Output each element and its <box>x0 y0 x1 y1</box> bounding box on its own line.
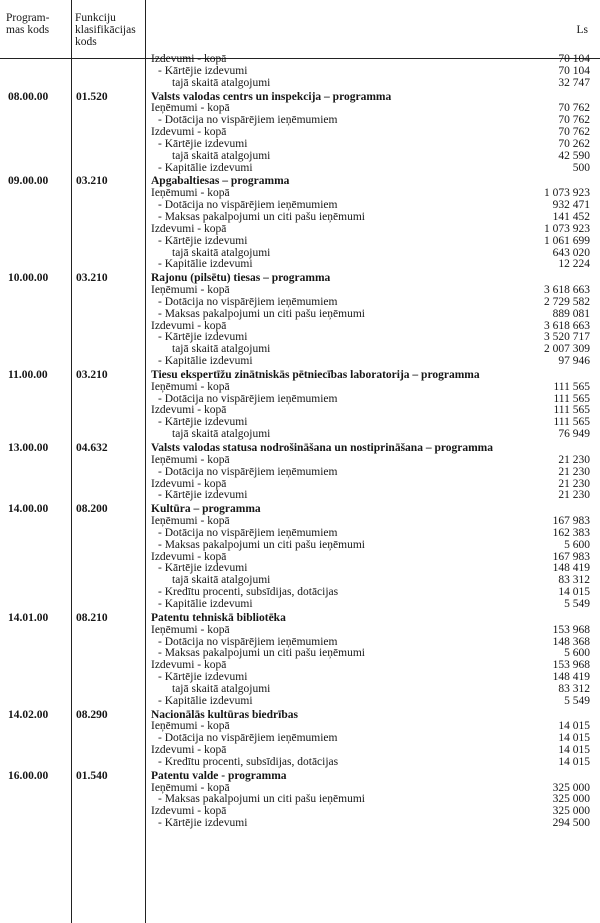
line-item-label: tajā skaitā atalgojumi <box>172 428 271 441</box>
table-row <box>0 467 600 479</box>
line-item-label: - Kārtējie izdevumi <box>158 331 248 344</box>
program-title: Apgabaltiesas – programma <box>151 175 290 188</box>
table-row <box>0 382 600 394</box>
table-row <box>0 490 600 502</box>
table-row <box>0 151 600 163</box>
amount-value: 1 061 699 <box>544 234 590 247</box>
table-row <box>0 794 600 806</box>
line-item-label: - Kārtējie izdevumi <box>158 671 248 684</box>
table-row <box>0 163 600 175</box>
amount-value: 83 312 <box>558 682 590 695</box>
table-row <box>0 332 600 344</box>
table-row <box>0 248 600 260</box>
table-row <box>0 115 600 127</box>
line-item-label: Ieņēmumi - kopā <box>151 781 230 794</box>
function-code: 01.540 <box>76 769 108 782</box>
table-row <box>0 552 600 564</box>
program-code: 13.00.00 <box>8 442 49 454</box>
program-code: 16.00.00 <box>8 769 49 782</box>
table-row <box>0 78 600 90</box>
line-item-label: - Kapitālie izdevumi <box>158 258 253 271</box>
table-row <box>0 733 600 745</box>
line-item-label: Izdevumi - kopā <box>151 659 227 672</box>
line-item-label: Izdevumi - kopā <box>151 550 227 563</box>
program-code: 14.01.00 <box>8 611 49 624</box>
amount-value: 70 762 <box>558 102 590 115</box>
amount-value: 325 000 <box>552 781 590 794</box>
line-item-label: - Kārtējie izdevumi <box>158 416 248 429</box>
line-item-label: Ieņēmumi - kopā <box>151 380 230 393</box>
line-item-label: tajā skaitā atalgojumi <box>172 343 271 356</box>
line-item-label: tajā skaitā atalgojumi <box>172 682 271 695</box>
amount-value: 3 618 663 <box>544 284 590 297</box>
table-row <box>0 54 600 66</box>
budget-table-body <box>0 54 600 830</box>
line-item-label: tajā skaitā atalgojumi <box>172 574 271 587</box>
amount-value: 3 520 717 <box>544 331 590 344</box>
header-function-code: Funkciju klasifikācijas kods <box>75 12 136 48</box>
amount-value: 294 500 <box>552 817 590 830</box>
table-row <box>0 259 600 271</box>
amount-value: 111 565 <box>553 380 590 393</box>
line-item-label: Izdevumi - kopā <box>151 404 227 417</box>
function-code: 08.210 <box>76 611 108 624</box>
amount-value: 500 <box>572 161 590 174</box>
line-item-label: - Dotācija no vispārējiem ieņēmumiem <box>158 199 338 212</box>
amount-value: 111 565 <box>553 392 590 405</box>
table-row <box>0 757 600 769</box>
function-code: 03.210 <box>76 368 108 381</box>
amount-value: 21 230 <box>558 477 590 490</box>
line-item-label: Izdevumi - kopā <box>151 53 227 65</box>
line-item-label: - Kārtējie izdevumi <box>158 137 248 150</box>
function-code: 08.200 <box>76 503 108 516</box>
header-program-code: Program- mas kods <box>6 12 50 36</box>
amount-value: 2 729 582 <box>544 295 590 308</box>
line-item-label: Izdevumi - kopā <box>151 477 227 490</box>
program-title: Patentu tehniskā bibliotēka <box>151 611 286 624</box>
line-item-label: - Dotācija no vispārējiem ieņēmumiem <box>158 635 338 648</box>
table-row <box>0 127 600 139</box>
table-row <box>0 587 600 599</box>
amount-value: 70 104 <box>558 53 590 65</box>
line-item-label: Ieņēmumi - kopā <box>151 720 230 733</box>
line-item-label: - Dotācija no vispārējiem ieņēmumiem <box>158 465 338 478</box>
amount-value: 21 230 <box>558 465 590 478</box>
program-title: Rajonu (pilsētu) tiesas – programma <box>151 272 331 285</box>
table-row <box>0 236 600 248</box>
table-row <box>0 696 600 708</box>
program-code: 09.00.00 <box>8 175 49 188</box>
amount-value: 14 015 <box>558 720 590 733</box>
program-title: Valsts valodas centrs un inspekcija – programma <box>151 90 392 103</box>
table-row <box>0 429 600 441</box>
line-item-label: Izdevumi - kopā <box>151 319 227 332</box>
amount-value: 325 000 <box>552 805 590 818</box>
program-title: Patentu valde - programma <box>151 769 287 782</box>
line-item-label: - Kapitālie izdevumi <box>158 355 253 368</box>
amount-value: 2 007 309 <box>544 343 590 356</box>
amount-value: 167 983 <box>552 550 590 563</box>
amount-value: 889 081 <box>552 307 590 320</box>
program-code: 11.00.00 <box>8 368 48 381</box>
program-code: 10.00.00 <box>8 272 49 285</box>
amount-value: 14 015 <box>558 744 590 757</box>
line-item-label: - Dotācija no vispārējiem ieņēmumiem <box>158 295 338 308</box>
line-item-label: Ieņēmumi - kopā <box>151 515 230 528</box>
line-item-label: - Maksas pakalpojumi un citi pašu ieņēmumi <box>158 793 365 806</box>
program-code: 08.00.00 <box>8 90 49 103</box>
program-heading-row <box>0 710 600 722</box>
amount-value: 153 968 <box>552 659 590 672</box>
function-code: 04.632 <box>76 442 108 454</box>
line-item-label: - Dotācija no vispārējiem ieņēmumiem <box>158 732 338 745</box>
amount-value: 153 968 <box>552 623 590 636</box>
line-item-label: Izdevumi - kopā <box>151 126 227 139</box>
program-heading-row <box>0 443 600 455</box>
program-title: Nacionālās kultūras biedrības <box>151 708 298 721</box>
line-item-label: Ieņēmumi - kopā <box>151 453 230 466</box>
line-item-label: Ieņēmumi - kopā <box>151 187 230 200</box>
line-item-label: - Kredītu procenti, subsīdijas, dotācijas <box>158 755 339 768</box>
amount-value: 5 549 <box>564 694 590 707</box>
table-row <box>0 528 600 540</box>
amount-value: 5 549 <box>564 597 590 610</box>
amount-value: 111 565 <box>553 416 590 429</box>
line-item-label: - Kārtējie izdevumi <box>158 489 248 502</box>
line-item-label: - Maksas pakalpojumi un citi pašu ieņēmumi <box>158 307 365 320</box>
function-code: 03.210 <box>76 272 108 285</box>
amount-value: 111 565 <box>553 404 590 417</box>
program-code: 14.00.00 <box>8 503 49 516</box>
program-title: Valsts valodas statusa nodrošināšana un nostiprināšana – programma <box>151 442 494 454</box>
line-item-label: - Dotācija no vispārējiem ieņēmumiem <box>158 526 338 539</box>
amount-value: 14 015 <box>558 586 590 599</box>
amount-value: 5 600 <box>564 538 590 551</box>
table-row <box>0 139 600 151</box>
program-heading-row <box>0 273 600 285</box>
line-item-label: tajā skaitā atalgojumi <box>172 76 271 89</box>
line-item-label: - Kārtējie izdevumi <box>158 562 248 575</box>
table-row <box>0 806 600 818</box>
line-item-label: Ieņēmumi - kopā <box>151 623 230 636</box>
table-row <box>0 625 600 637</box>
amount-value: 14 015 <box>558 732 590 745</box>
table-row <box>0 818 600 830</box>
line-item-label: - Kapitālie izdevumi <box>158 161 253 174</box>
header-currency: Ls <box>576 24 588 36</box>
amount-value: 1 073 923 <box>544 222 590 235</box>
amount-value: 70 762 <box>558 126 590 139</box>
line-item-label: - Kapitālie izdevumi <box>158 694 253 707</box>
amount-value: 14 015 <box>558 755 590 768</box>
amount-value: 1 073 923 <box>544 187 590 200</box>
program-heading-row <box>0 613 600 625</box>
amount-value: 42 590 <box>558 149 590 162</box>
line-item-label: - Dotācija no vispārējiem ieņēmumiem <box>158 114 338 127</box>
table-row <box>0 309 600 321</box>
amount-value: 5 600 <box>564 647 590 660</box>
line-item-label: - Kapitālie izdevumi <box>158 597 253 610</box>
line-item-label: Ieņēmumi - kopā <box>151 102 230 115</box>
table-row <box>0 321 600 333</box>
program-title: Tiesu ekspertīžu zinātniskās pētniecības laboratorija – programma <box>151 368 480 381</box>
amount-value: 70 262 <box>558 137 590 150</box>
amount-value: 325 000 <box>552 793 590 806</box>
table-row <box>0 66 600 78</box>
table-row <box>0 455 600 467</box>
table-row <box>0 672 600 684</box>
table-row <box>0 660 600 672</box>
table-row <box>0 563 600 575</box>
table-header <box>0 0 600 59</box>
line-item-label: - Kredītu procenti, subsīdijas, dotācijas <box>158 586 339 599</box>
amount-value: 76 949 <box>558 428 590 441</box>
line-item-label: Izdevumi - kopā <box>151 222 227 235</box>
function-code: 08.290 <box>76 708 108 721</box>
amount-value: 21 230 <box>558 489 590 502</box>
amount-value: 148 368 <box>552 635 590 648</box>
line-item-label: - Kārtējie izdevumi <box>158 817 248 830</box>
function-code: 03.210 <box>76 175 108 188</box>
amount-value: 148 419 <box>552 562 590 575</box>
line-item-label: - Dotācija no vispārējiem ieņēmumiem <box>158 392 338 405</box>
amount-value: 12 224 <box>558 258 590 271</box>
amount-value: 3 618 663 <box>544 319 590 332</box>
table-row <box>0 648 600 660</box>
amount-value: 643 020 <box>552 246 590 259</box>
amount-value: 932 471 <box>552 199 590 212</box>
line-item-label: - Maksas pakalpojumi un citi pašu ieņēmumi <box>158 647 365 660</box>
amount-value: 83 312 <box>558 574 590 587</box>
table-row <box>0 405 600 417</box>
amount-value: 148 419 <box>552 671 590 684</box>
table-row <box>0 356 600 368</box>
program-title: Kultūra – programma <box>151 503 261 516</box>
line-item-label: - Maksas pakalpojumi un citi pašu ieņēmumi <box>158 538 365 551</box>
line-item-label: tajā skaitā atalgojumi <box>172 149 271 162</box>
amount-value: 162 383 <box>552 526 590 539</box>
amount-value: 97 946 <box>558 355 590 368</box>
table-row <box>0 417 600 429</box>
table-row <box>0 684 600 696</box>
table-row <box>0 394 600 406</box>
program-heading-row <box>0 176 600 188</box>
line-item-label: Izdevumi - kopā <box>151 744 227 757</box>
table-row <box>0 479 600 491</box>
table-row <box>0 344 600 356</box>
program-heading-row <box>0 370 600 382</box>
amount-value: 21 230 <box>558 453 590 466</box>
program-code: 14.02.00 <box>8 708 49 721</box>
program-heading-row <box>0 92 600 104</box>
table-row <box>0 224 600 236</box>
program-heading-row <box>0 504 600 516</box>
amount-value: 70 104 <box>558 64 590 77</box>
table-row <box>0 599 600 611</box>
program-heading-row <box>0 771 600 783</box>
amount-value: 32 747 <box>558 76 590 89</box>
line-item-label: - Kārtējie izdevumi <box>158 64 248 77</box>
line-item-label: - Maksas pakalpojumi un citi pašu ieņēmumi <box>158 210 365 223</box>
line-item-label: - Kārtējie izdevumi <box>158 234 248 247</box>
line-item-label: Ieņēmumi - kopā <box>151 284 230 297</box>
function-code: 01.520 <box>76 90 108 103</box>
table-row <box>0 212 600 224</box>
line-item-label: tajā skaitā atalgojumi <box>172 246 271 259</box>
amount-value: 141 452 <box>552 210 590 223</box>
table-row <box>0 540 600 552</box>
amount-value: 167 983 <box>552 515 590 528</box>
amount-value: 70 762 <box>558 114 590 127</box>
line-item-label: Izdevumi - kopā <box>151 805 227 818</box>
table-row <box>0 297 600 309</box>
